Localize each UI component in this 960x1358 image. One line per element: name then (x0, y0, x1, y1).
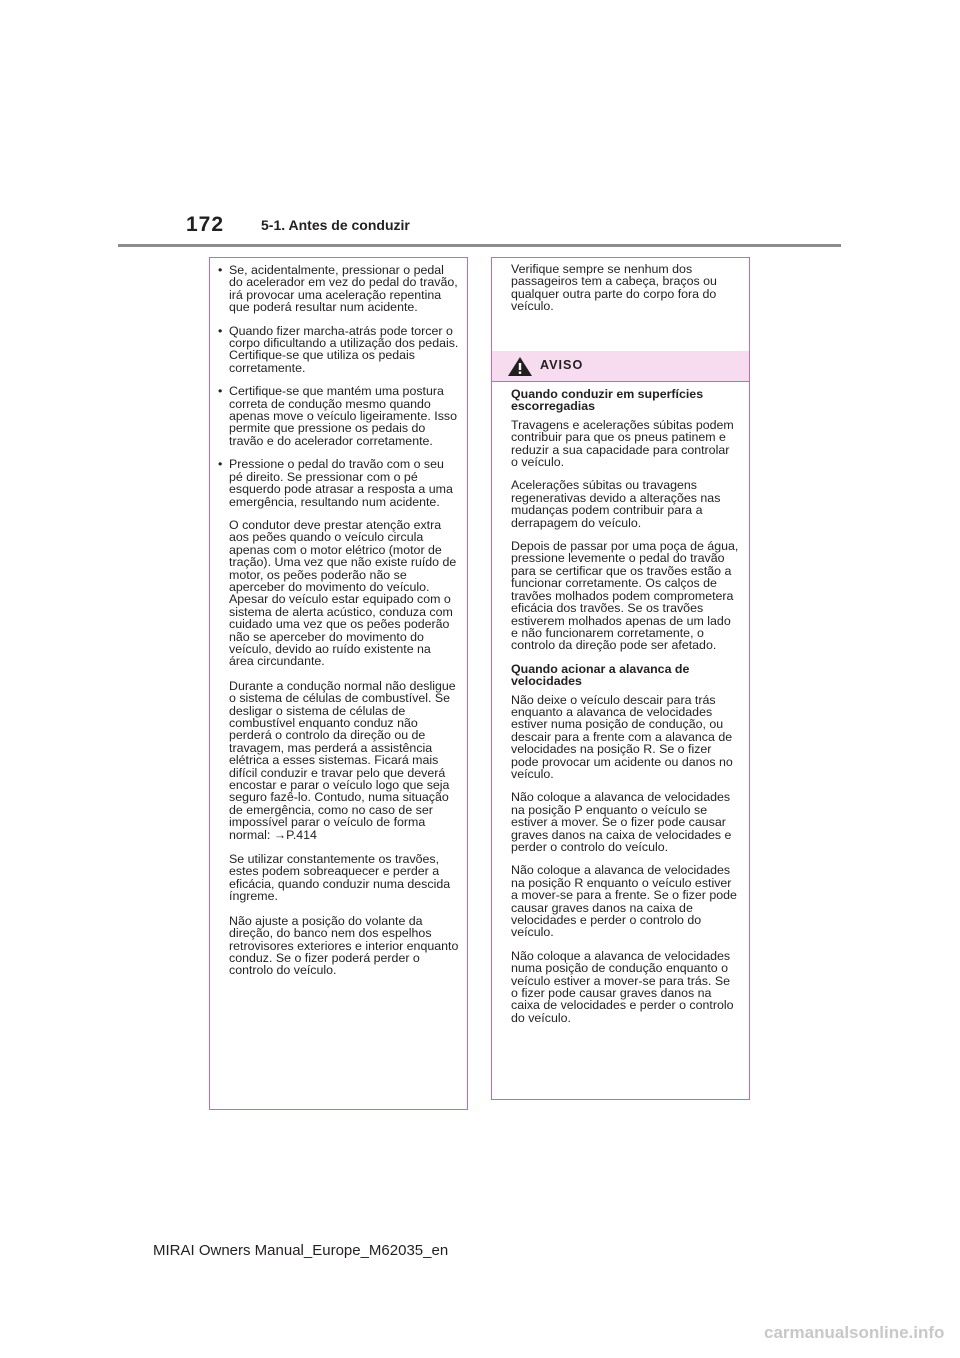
warning-triangle-icon (507, 356, 533, 377)
warning-body (492, 382, 749, 1024)
paragraph: Não coloque a alavanca de velocidades na posição R enquanto o veículo estiver a mover-se para a frente. Se o fizer pode causar graves danos na caixa de velocidades e perder o controlo do veículo. (511, 863, 737, 940)
bullet-icon: • (218, 263, 223, 277)
bullet-text: Quando fizer marcha-atrás pode torcer o corpo dificultando a utilização dos pedais. Certifique-se que utiliza os pedais corretamente. (229, 323, 459, 375)
right-column-box (491, 257, 750, 1100)
left-column-box (209, 257, 468, 1110)
section-heading: Quando conduzir em superfícies escorregadias (511, 387, 704, 414)
bullet-icon: • (218, 384, 223, 399)
bullet-icon: • (218, 323, 223, 338)
paragraph: Não coloque a alavanca de velocidades na posição P enquanto o veículo se estiver a mover. Se o fizer pode causar graves danos na caixa de velocidades e perder o controlo do veículo. (511, 790, 732, 854)
warning-label: AVISO (540, 358, 584, 372)
paragraph: Não deixe o veículo descair para trás enquanto a alavanca de velocidades estiver numa posição de condução, ou descair para a frente com a alavanca de velocidades na posição R. Se o fizer pode provocar um acidente ou danos no veículo. (511, 692, 733, 781)
bullet-item (218, 385, 459, 447)
bullet-item (218, 325, 459, 375)
paragraph: Travagens e acelerações súbitas podem contribuir para que os pneus patinem e reduzir a sua capacidade para controlar o veículo. (511, 417, 734, 470)
bullet-text: Se, acidentalmente, pressionar o pedal do acelerador em vez do pedal do travão, irá provocar uma aceleração repentina que poderá resultar num acidente. (229, 263, 458, 315)
paragraph: Depois de passar por uma poça de água, pressione levemente o pedal do travão para se certificar que os travões estão a funcionar corretamente. Os calços de travões molhados podem comprometera eficácia dos travões. Se os travões estiverem molhados apenas de um lado e não funcionarem corretamente, o controlo da direção pode ser afetado. (511, 539, 739, 653)
watermark: carmanualsonline.info (764, 1323, 945, 1342)
footer-manual-id: MIRAI Owners Manual_Europe_M62035_en (153, 1242, 449, 1259)
bullet-item (218, 264, 459, 314)
bullet-text: Certifique-se que mantém uma postura correta de condução mesmo quando apenas move o veículo ligeiramente. Isso permite que pressione os pedais do travão e do acelerador corretamente. (229, 384, 457, 448)
section-title: 5-1. Antes de conduzir (261, 217, 410, 233)
bullet-item (218, 458, 459, 508)
paragraph: Não coloque a alavanca de velocidades numa posição de condução enquanto o veículo estiver a mover-se para trás. Se o fizer pode causar graves danos na caixa de velocidades e perder o controlo do veículo. (511, 948, 734, 1025)
paragraph: Durante a condução normal não desligue o sistema de células de combustível. Se desligar o sistema de células de combustível enquanto conduz não perderá o controlo da direção ou de travagem, mas perderá a assistência elétrica a esses sistemas. Ficará mais difícil conduzir e travar pelo que deverá encostar e parar o veículo logo que seja seguro fazê-lo. Contudo, numa situação de emergência, como no caso de ser impossível parar o veículo de forma normal: →P.414 (229, 678, 456, 842)
paragraph: O condutor deve prestar atenção extra aos peões quando o veículo circula apenas com o motor elétrico (motor de tração). Uma vez que não existe ruído de motor, os peões poderão não se aperceber do movimento do veículo. Apesar do veículo estar equipado com o sistema de alerta acústico, conduza com cuidado uma vez que os peões poderão não se aperceber do movimento do veículo, devido ao ruído existente na área circundante. (229, 517, 457, 669)
intro-text: Verifique sempre se nenhum dos passageiros tem a cabeça, braços ou qualquer outra parte do corpo fora do veículo. (511, 262, 717, 314)
section-heading: Quando acionar a alavanca de velocidades (511, 661, 690, 689)
bullet-icon: • (218, 457, 223, 472)
page-number: 172 (186, 213, 225, 236)
bullet-text: Pressione o pedal do travão com o seu pé direito. Se pressionar com o pé esquerdo pode atrasar a resposta a uma emergência, resultando num acidente. (229, 457, 453, 509)
paragraph: Não ajuste a posição do volante da direção, do banco nem dos espelhos retrovisores exteriores e interior enquanto conduz. Se o fizer poderá perder o controlo do veículo. (229, 913, 459, 978)
paragraph: Se utilizar constantemente os travões, estes podem sobreaquecer e perder a eficácia, quando conduzir numa descida íngreme. (229, 852, 451, 904)
paragraph: Acelerações súbitas ou travagens regenerativas devido a alterações nas mudanças podem contribuir para a derrapagem do veículo. (511, 478, 721, 530)
header-divider (118, 244, 841, 247)
warning-header (492, 351, 749, 382)
